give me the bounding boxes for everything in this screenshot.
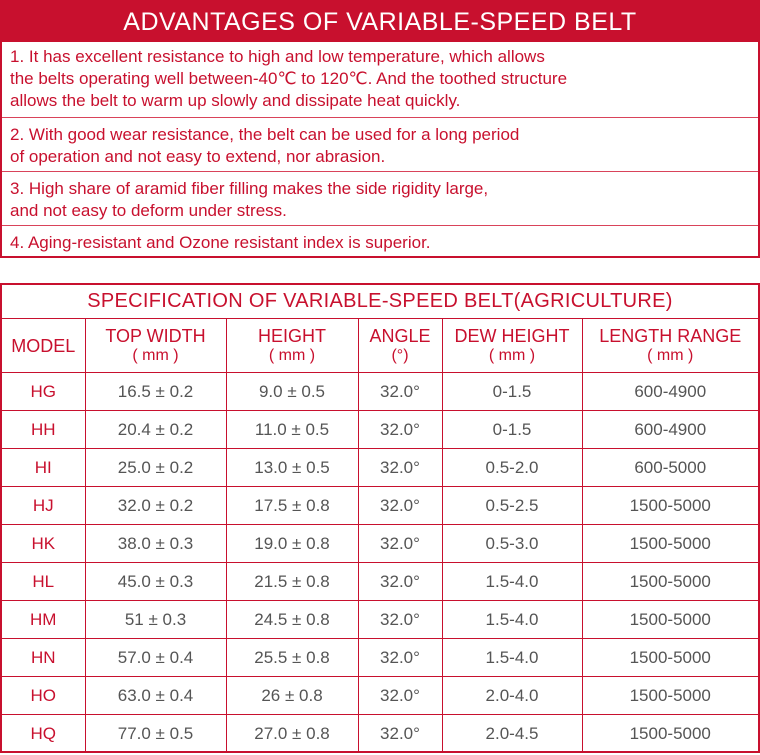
cell-dew-height: 0-1.5	[442, 411, 582, 449]
cell-length-range: 1500-5000	[582, 563, 758, 601]
column-label: MODEL	[11, 335, 76, 356]
cell-model: HQ	[2, 715, 85, 753]
column-label: TOP WIDTH	[105, 325, 206, 346]
column-unit: ( mm )	[488, 346, 536, 364]
table-body	[2, 373, 758, 753]
cell-length-range: 1500-5000	[582, 601, 758, 639]
cell-top-width: 57.0 ± 0.4	[85, 639, 226, 677]
advantages-list	[2, 42, 758, 258]
cell-dew-height: 0-1.5	[442, 373, 582, 411]
cell-model: HJ	[2, 487, 85, 525]
table-row	[2, 677, 758, 715]
cell-model: HK	[2, 525, 85, 563]
cell-height: 27.0 ± 0.8	[226, 715, 358, 753]
advantage-item-1: 1. It has excellent resistance to high and low temperature, which allows the belts operating well between-40℃ to 120℃. And the toothed structure allows the belt to warm up slowly and dissipate heat quickly.	[10, 47, 568, 110]
column-unit: (°)	[391, 346, 409, 364]
cell-height: 21.5 ± 0.8	[226, 563, 358, 601]
cell-height: 11.0 ± 0.5	[226, 411, 358, 449]
cell-top-width: 45.0 ± 0.3	[85, 563, 226, 601]
cell-model: HI	[2, 449, 85, 487]
specification-panel	[0, 283, 760, 753]
cell-length-range: 1500-5000	[582, 525, 758, 563]
advantages-panel	[0, 0, 760, 258]
column-header-model	[2, 319, 85, 373]
cell-model: HL	[2, 563, 85, 601]
column-label: LENGTH RANGE	[599, 325, 742, 346]
cell-top-width: 51 ± 0.3	[85, 601, 226, 639]
cell-top-width: 77.0 ± 0.5	[85, 715, 226, 753]
specification-table	[2, 319, 758, 753]
cell-length-range: 1500-5000	[582, 715, 758, 753]
column-header-angle	[358, 319, 442, 373]
cell-angle: 32.0°	[358, 487, 442, 525]
cell-model: HN	[2, 639, 85, 677]
cell-dew-height: 1.5-4.0	[442, 639, 582, 677]
column-label: ANGLE	[369, 325, 431, 346]
column-unit: ( mm )	[132, 346, 179, 364]
cell-model: HG	[2, 373, 85, 411]
cell-angle: 32.0°	[358, 601, 442, 639]
column-label: HEIGHT	[257, 325, 326, 346]
cell-length-range: 1500-5000	[582, 677, 758, 715]
cell-top-width: 25.0 ± 0.2	[85, 449, 226, 487]
advantages-title: ADVANTAGES OF VARIABLE-SPEED BELT	[2, 2, 758, 42]
cell-angle: 32.0°	[358, 677, 442, 715]
cell-length-range: 600-5000	[582, 449, 758, 487]
cell-model: HH	[2, 411, 85, 449]
table-row	[2, 563, 758, 601]
cell-height: 24.5 ± 0.8	[226, 601, 358, 639]
table-header-row	[2, 319, 758, 373]
table-row	[2, 639, 758, 677]
cell-angle: 32.0°	[358, 449, 442, 487]
cell-top-width: 63.0 ± 0.4	[85, 677, 226, 715]
cell-dew-height: 2.0-4.5	[442, 715, 582, 753]
cell-height: 13.0 ± 0.5	[226, 449, 358, 487]
cell-height: 9.0 ± 0.5	[226, 373, 358, 411]
cell-dew-height: 1.5-4.0	[442, 563, 582, 601]
column-unit: ( mm )	[647, 346, 694, 364]
column-header-length-range	[582, 319, 758, 373]
cell-length-range: 600-4900	[582, 373, 758, 411]
advantage-item-4: 4. Aging-resistant and Ozone resistant index is superior.	[2, 225, 758, 258]
cell-top-width: 16.5 ± 0.2	[85, 373, 226, 411]
table-row	[2, 373, 758, 411]
column-label: DEW HEIGHT	[454, 325, 570, 346]
advantage-item-3: 3. High share of aramid fiber filling makes the side rigidity large, and not easy to deform under stress.	[2, 171, 758, 225]
cell-model: HM	[2, 601, 85, 639]
cell-dew-height: 0.5-2.5	[442, 487, 582, 525]
cell-height: 26 ± 0.8	[226, 677, 358, 715]
cell-model: HO	[2, 677, 85, 715]
column-header-top-width	[85, 319, 226, 373]
cell-height: 25.5 ± 0.8	[226, 639, 358, 677]
column-unit: ( mm )	[268, 346, 316, 364]
cell-angle: 32.0°	[358, 639, 442, 677]
column-header-dew-height	[442, 319, 582, 373]
advantage-item-2: 2. With good wear resistance, the belt can be used for a long period of operation and not easy to extend, nor abrasion.	[2, 117, 758, 171]
cell-length-range: 600-4900	[582, 411, 758, 449]
cell-dew-height: 0.5-2.0	[442, 449, 582, 487]
cell-dew-height: 1.5-4.0	[442, 601, 582, 639]
table-row	[2, 449, 758, 487]
cell-angle: 32.0°	[358, 411, 442, 449]
table-row	[2, 525, 758, 563]
cell-angle: 32.0°	[358, 563, 442, 601]
cell-length-range: 1500-5000	[582, 487, 758, 525]
cell-top-width: 20.4 ± 0.2	[85, 411, 226, 449]
cell-top-width: 38.0 ± 0.3	[85, 525, 226, 563]
table-row	[2, 487, 758, 525]
table-row	[2, 411, 758, 449]
cell-top-width: 32.0 ± 0.2	[85, 487, 226, 525]
cell-dew-height: 2.0-4.0	[442, 677, 582, 715]
specification-title: SPECIFICATION OF VARIABLE-SPEED BELT(AGRICULTURE)	[2, 285, 758, 319]
column-header-height	[226, 319, 358, 373]
cell-angle: 32.0°	[358, 715, 442, 753]
cell-height: 19.0 ± 0.8	[226, 525, 358, 563]
cell-length-range: 1500-5000	[582, 639, 758, 677]
table-row	[2, 715, 758, 753]
cell-angle: 32.0°	[358, 373, 442, 411]
cell-angle: 32.0°	[358, 525, 442, 563]
cell-height: 17.5 ± 0.8	[226, 487, 358, 525]
cell-dew-height: 0.5-3.0	[442, 525, 582, 563]
table-row	[2, 601, 758, 639]
